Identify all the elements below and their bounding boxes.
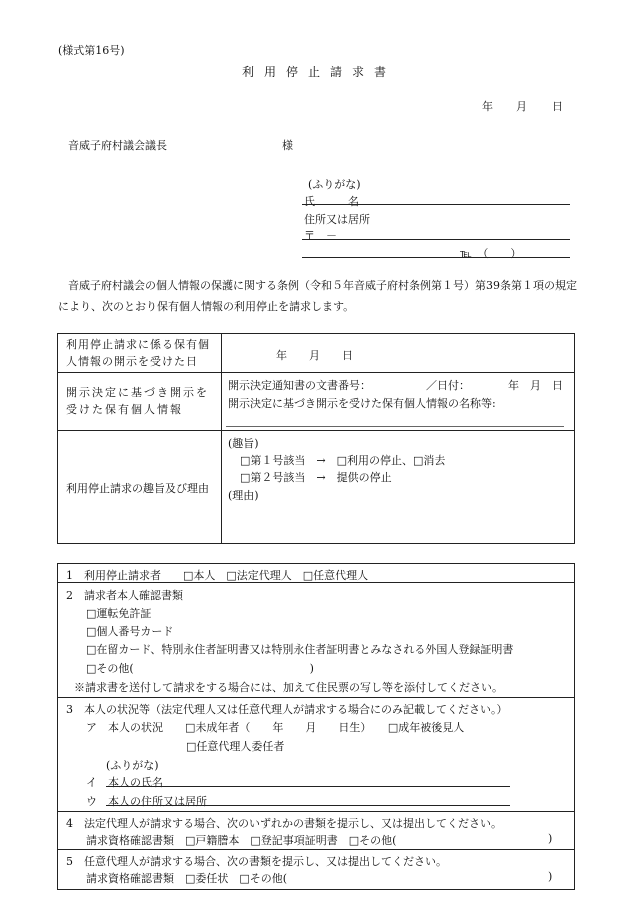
- addressee-name: 音威子府村議会議長: [68, 139, 167, 152]
- voluntary-agent-docs: 請求資格確認書類 □委任状 □その他(: [86, 872, 288, 885]
- intro-paragraph: 音威子府村議会の個人情報の保護に関する条例（令和５年音威子府村条例第１号）第39条第１項の規定により、次のとおり保有個人情報の利用停止を請求します。: [58, 279, 577, 313]
- id-doc-item: □在留カード、特別永住者証明書又は特別永住者証明書とみなされる外国人登録証明書: [86, 643, 514, 656]
- requester-furigana: (ふりがな): [308, 178, 361, 191]
- main-table-row-line: [57, 372, 574, 373]
- principal-address-label: ウ 本人の住所又は居所: [86, 795, 207, 808]
- voluntary-agent-heading: 5 任意代理人が請求する場合、次の書類を提示し、又は提出してください。: [66, 855, 447, 868]
- requester-tel-label: ℡ （ ）: [460, 247, 522, 260]
- main-table-divider: [221, 333, 222, 543]
- requester-address-underline: [302, 239, 570, 240]
- legal-agent-docs: 請求資格確認書類 □戸籍謄本 □登記事項証明書 □その他(: [86, 834, 397, 847]
- date-year: 年: [482, 100, 493, 113]
- requester-type-line: 1 利用停止請求者 □本人 □法定代理人 □任意代理人: [66, 569, 369, 582]
- disclosed-info-label: 開示決定に基づき開示を受けた保有個人情報: [66, 386, 209, 416]
- lower-table-row-line: [57, 811, 574, 812]
- main-table-row-line: [57, 430, 574, 431]
- id-doc-note: ※請求書を送付して請求をする場合には、加えて住民票の写し等を添付してください。: [74, 681, 503, 694]
- id-doc-item: □個人番号カード: [86, 625, 174, 638]
- principal-name-label: イ 本人の氏名: [86, 776, 163, 789]
- date-day: 日: [552, 100, 563, 113]
- requester-postal-label: 〒 －: [304, 229, 337, 242]
- lower-table-row-line: [57, 697, 574, 698]
- id-documents-heading: 2 請求者本人確認書類: [66, 589, 183, 602]
- doc-date-label: ／日付：: [426, 379, 470, 392]
- reason-heading: (理由): [228, 489, 259, 502]
- page-title: 利用停止請求書: [242, 65, 397, 79]
- voluntary-agent-docs-close: ): [548, 870, 553, 883]
- disclosure-date-label: 利用停止請求に係る保有個人情報の開示を受けた日: [66, 338, 210, 368]
- disclosure-date-value: 年 月 日: [276, 349, 353, 362]
- requester-name-underline: [302, 204, 570, 205]
- principal-furigana: (ふりがな): [106, 759, 159, 772]
- principal-address-underline: [106, 805, 510, 806]
- requester-address-label: 住所又は居所: [304, 213, 370, 226]
- requester-tel-underline: [302, 257, 570, 258]
- principal-name-underline: [106, 786, 510, 787]
- id-doc-item: □その他( ): [86, 662, 314, 675]
- purpose-item-2: □第２号該当 → 提供の停止: [240, 471, 392, 484]
- legal-agent-docs-close: ): [548, 832, 553, 845]
- doc-number-label: 開示決定通知書の文書番号：: [228, 379, 371, 392]
- principal-status-heading: 3 本人の状況等（法定代理人又は任意代理人が請求する場合にのみ記載してください。）: [66, 703, 508, 716]
- doc-date-ymd: 年 月 日: [508, 379, 563, 392]
- purpose-heading: (趣旨): [228, 437, 259, 450]
- addressee-honorific: 様: [282, 139, 293, 152]
- id-doc-item: □運転免許証: [86, 607, 152, 620]
- principal-status-line: ア 本人の状況 □未成年者（ 年 月 日生） □成年被後見人: [86, 721, 465, 734]
- disclosed-info-underline: [226, 426, 564, 427]
- form-number: (様式第16号): [58, 44, 125, 57]
- principal-status-line-2: □任意代理人委任者: [186, 740, 285, 753]
- disclosed-info-name-label: 開示決定に基づき開示を受けた保有個人情報の名称等:: [228, 397, 496, 410]
- date-month: 月: [516, 100, 527, 113]
- purpose-reason-label: 利用停止請求の趣旨及び理由: [66, 482, 209, 495]
- requester-name-label: 氏 名: [304, 195, 359, 208]
- purpose-item-1: □第１号該当 → □利用の停止、□消去: [240, 454, 446, 467]
- lower-table-row-line: [57, 849, 574, 850]
- legal-agent-heading: 4 法定代理人が請求する場合、次のいずれかの書類を提示し、又は提出してください。: [66, 817, 502, 830]
